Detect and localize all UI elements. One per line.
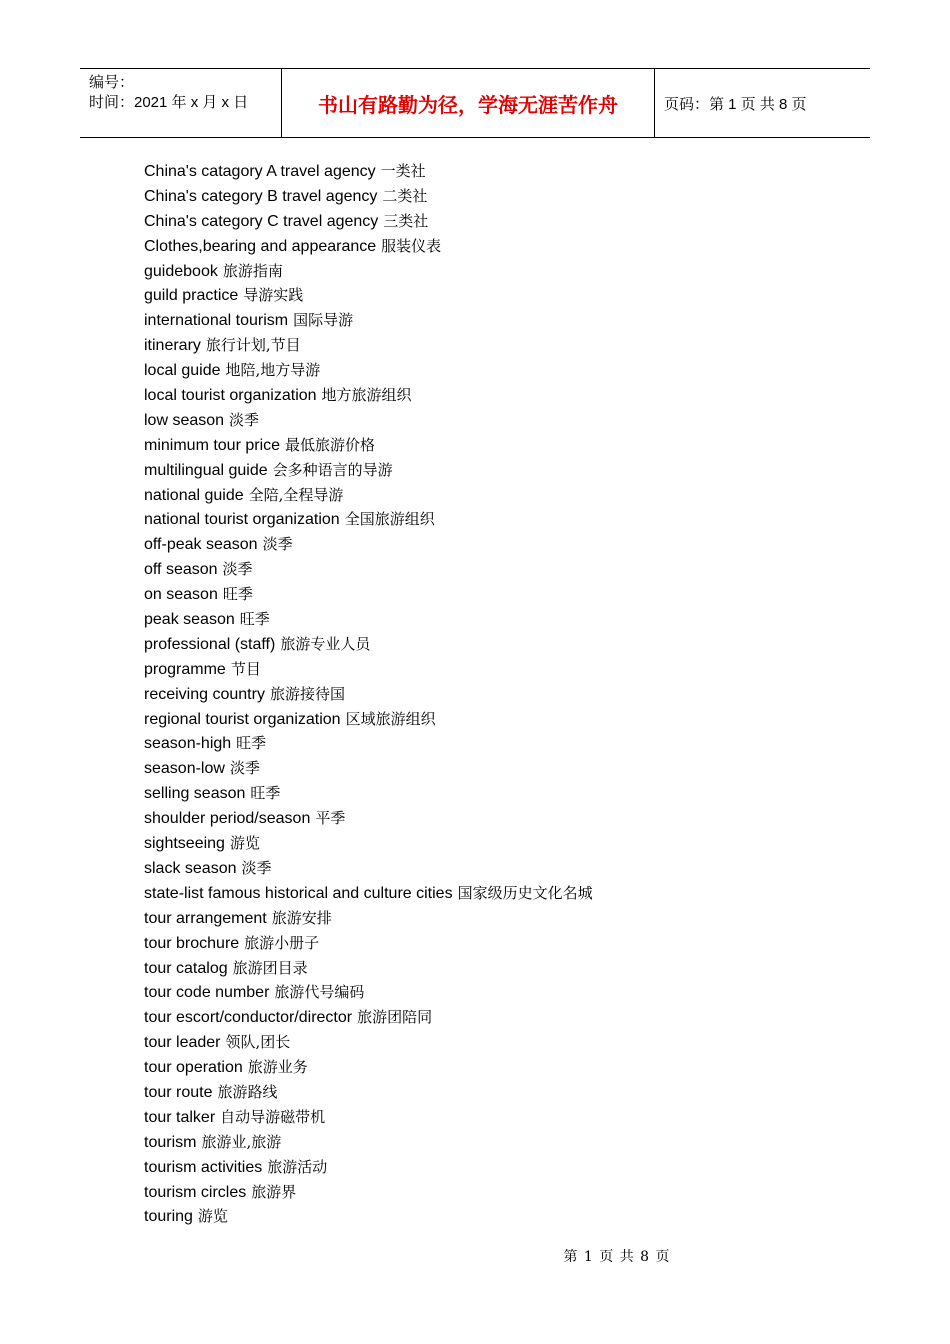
entry-english-term: tour arrangement xyxy=(144,909,267,927)
glossary-entry xyxy=(144,1080,844,1105)
entry-chinese-term: 三类社 xyxy=(383,211,429,230)
entry-chinese-term: 旺季 xyxy=(239,610,270,629)
entry-english-term: guild practice xyxy=(144,287,239,305)
entry-english-term: tourism activities xyxy=(144,1158,263,1176)
entry-english-term: tour route xyxy=(144,1083,213,1101)
entry-chinese-term: 全国旅游组织 xyxy=(344,510,435,529)
entry-english-term: receiving country xyxy=(144,685,265,703)
entry-english-term: tour leader xyxy=(144,1034,221,1052)
entry-english-term: touring xyxy=(144,1208,193,1226)
entry-chinese-term: 淡季 xyxy=(222,560,253,579)
entry-chinese-term: 全陪,全程导游 xyxy=(248,485,344,504)
entry-english-term: tour escort/conductor/director xyxy=(144,1009,353,1027)
glossary-entry xyxy=(144,458,844,483)
entry-english-term: season-low xyxy=(144,760,225,778)
entry-chinese-term: 一类社 xyxy=(380,162,426,180)
glossary-entry xyxy=(144,383,844,408)
glossary-entry xyxy=(144,806,844,831)
glossary-entry xyxy=(144,433,844,458)
entry-english-term: tourism xyxy=(144,1133,197,1151)
glossary-entry xyxy=(144,931,844,956)
entry-english-term: peak season xyxy=(144,611,235,629)
entry-chinese-term: 旅游小册子 xyxy=(244,933,320,952)
glossary-entry xyxy=(144,906,844,931)
glossary-entry xyxy=(144,1005,844,1030)
entry-chinese-term: 旅游界 xyxy=(251,1182,297,1201)
glossary-entry xyxy=(144,657,844,682)
entry-english-term: minimum tour price xyxy=(144,436,281,454)
entry-english-term: itinerary xyxy=(144,337,201,355)
entry-english-term: China's catagory A travel agency xyxy=(144,163,376,180)
entry-chinese-term: 旅游指南 xyxy=(222,261,283,280)
glossary-entry xyxy=(144,358,844,383)
glossary-entry xyxy=(144,607,844,632)
entry-chinese-term: 旅游业,旅游 xyxy=(201,1132,282,1151)
entry-chinese-term: 旅游代号编码 xyxy=(274,983,365,1002)
entry-chinese-term: 旅游专业人员 xyxy=(280,634,371,653)
glossary-entry xyxy=(144,333,844,358)
entry-english-term: slack season xyxy=(144,859,237,877)
entry-english-term: local tourist organization xyxy=(144,387,317,405)
entry-english-term: regional tourist organization xyxy=(144,710,341,728)
entry-english-term: off-peak season xyxy=(144,536,258,554)
entry-english-term: national guide xyxy=(144,486,244,504)
entry-chinese-term: 旅游安排 xyxy=(271,908,332,927)
entry-english-term: multilingual guide xyxy=(144,461,268,479)
page-header xyxy=(80,68,870,138)
entry-english-term: tour talker xyxy=(144,1108,216,1126)
header-motto: 书山有路勤为径，学海无涯苦作舟 xyxy=(281,69,655,137)
entry-english-term: low season xyxy=(144,411,225,429)
glossary-entry xyxy=(144,831,844,856)
entry-english-term: Clothes,bearing and appearance xyxy=(144,237,377,255)
entry-chinese-term: 游览 xyxy=(229,834,260,853)
entry-chinese-term: 最低旅游价格 xyxy=(285,435,376,454)
entry-english-term: local guide xyxy=(144,362,221,380)
glossary-entry xyxy=(144,557,844,582)
entry-chinese-term: 二类社 xyxy=(382,186,428,205)
entry-chinese-term: 旅游接待国 xyxy=(269,684,345,703)
glossary-entry xyxy=(144,159,844,184)
entry-chinese-term: 地方旅游组织 xyxy=(321,386,412,405)
entry-english-term: off season xyxy=(144,561,218,579)
glossary-entry xyxy=(144,781,844,806)
header-meta xyxy=(80,69,281,137)
glossary-entry xyxy=(144,259,844,284)
glossary-entry xyxy=(144,881,844,906)
entry-english-term: professional (staff) xyxy=(144,635,276,653)
entry-english-term: tourism circles xyxy=(144,1183,247,1201)
glossary-entry xyxy=(144,1030,844,1055)
entry-english-term: tour brochure xyxy=(144,934,240,952)
entry-chinese-term: 自动导游磁带机 xyxy=(220,1107,326,1126)
entry-chinese-term: 领队,团长 xyxy=(225,1033,291,1052)
entry-chinese-term: 国际导游 xyxy=(293,311,354,330)
entry-english-term: tour catalog xyxy=(144,959,228,977)
entry-chinese-term: 节目 xyxy=(230,659,261,678)
glossary-entry xyxy=(144,483,844,508)
entry-english-term: international tourism xyxy=(144,312,289,330)
entry-english-term: sightseeing xyxy=(144,835,225,853)
entry-chinese-term: 旅游路线 xyxy=(217,1082,278,1101)
glossary-entry xyxy=(144,184,844,209)
glossary-entry xyxy=(144,1130,844,1155)
entry-english-term: China's category C travel agency xyxy=(144,212,379,230)
entry-chinese-term: 导游实践 xyxy=(243,286,304,305)
header-page-info: 页码：第 1 页 共 8 页 xyxy=(664,95,807,113)
entry-chinese-term: 旺季 xyxy=(222,585,253,604)
entry-chinese-term: 游览 xyxy=(197,1207,228,1226)
footer-page-number: 第 1 页 共 8 页 xyxy=(563,1249,671,1265)
entry-english-term: guidebook xyxy=(144,262,218,280)
glossary-entry xyxy=(144,1155,844,1180)
entry-english-term: national tourist organization xyxy=(144,511,340,529)
entry-chinese-term: 会多种语言的导游 xyxy=(272,460,393,479)
glossary-entry xyxy=(144,707,844,732)
glossary-entry xyxy=(144,507,844,532)
glossary-entry xyxy=(144,731,844,756)
entry-chinese-term: 地陪,地方导游 xyxy=(225,361,321,380)
document-date: 时间：2021 年 x 月 x 日 xyxy=(89,94,249,111)
entry-chinese-term: 旅游业务 xyxy=(247,1058,308,1077)
glossary-entry xyxy=(144,308,844,333)
entry-english-term: season-high xyxy=(144,735,232,753)
entry-english-term: state-list famous historical and culture cities xyxy=(144,884,453,902)
glossary-entry xyxy=(144,582,844,607)
entry-chinese-term: 旅游团目录 xyxy=(232,958,308,977)
glossary-entry xyxy=(144,756,844,781)
glossary-entry xyxy=(144,283,844,308)
entry-english-term: selling season xyxy=(144,785,246,803)
entry-chinese-term: 旅行计划,节目 xyxy=(205,336,301,355)
entry-chinese-term: 旺季 xyxy=(236,734,267,753)
entry-english-term: shoulder period/season xyxy=(144,810,311,828)
document-number-label: 编号： xyxy=(89,74,135,91)
glossary-entry xyxy=(144,682,844,707)
entry-chinese-term: 旺季 xyxy=(250,784,281,803)
entry-chinese-term: 服装仪表 xyxy=(381,236,442,255)
entry-english-term: tour operation xyxy=(144,1059,243,1077)
glossary-entry xyxy=(144,1055,844,1080)
glossary-entry xyxy=(144,980,844,1005)
glossary-entry xyxy=(144,856,844,881)
glossary-entry xyxy=(144,956,844,981)
glossary-entry xyxy=(144,1204,844,1229)
glossary-entry xyxy=(144,1105,844,1130)
glossary-list xyxy=(144,159,844,1229)
entry-chinese-term: 旅游活动 xyxy=(267,1157,328,1176)
entry-chinese-term: 淡季 xyxy=(229,759,260,778)
entry-english-term: on season xyxy=(144,586,218,604)
entry-chinese-term: 区域旅游组织 xyxy=(345,709,436,728)
entry-chinese-term: 淡季 xyxy=(241,858,272,877)
glossary-entry xyxy=(144,1180,844,1205)
glossary-entry xyxy=(144,532,844,557)
page-footer xyxy=(0,1246,950,1266)
glossary-entry xyxy=(144,632,844,657)
entry-english-term: tour code number xyxy=(144,984,270,1002)
entry-english-term: programme xyxy=(144,660,226,678)
glossary-entry xyxy=(144,209,844,234)
entry-chinese-term: 淡季 xyxy=(262,535,293,554)
glossary-entry xyxy=(144,408,844,433)
entry-english-term: China's category B travel agency xyxy=(144,187,378,205)
entry-chinese-term: 淡季 xyxy=(229,410,260,429)
entry-chinese-term: 旅游团陪同 xyxy=(357,1008,433,1027)
glossary-entry xyxy=(144,234,844,259)
entry-chinese-term: 平季 xyxy=(315,809,346,828)
entry-chinese-term: 国家级历史文化名城 xyxy=(457,883,593,902)
